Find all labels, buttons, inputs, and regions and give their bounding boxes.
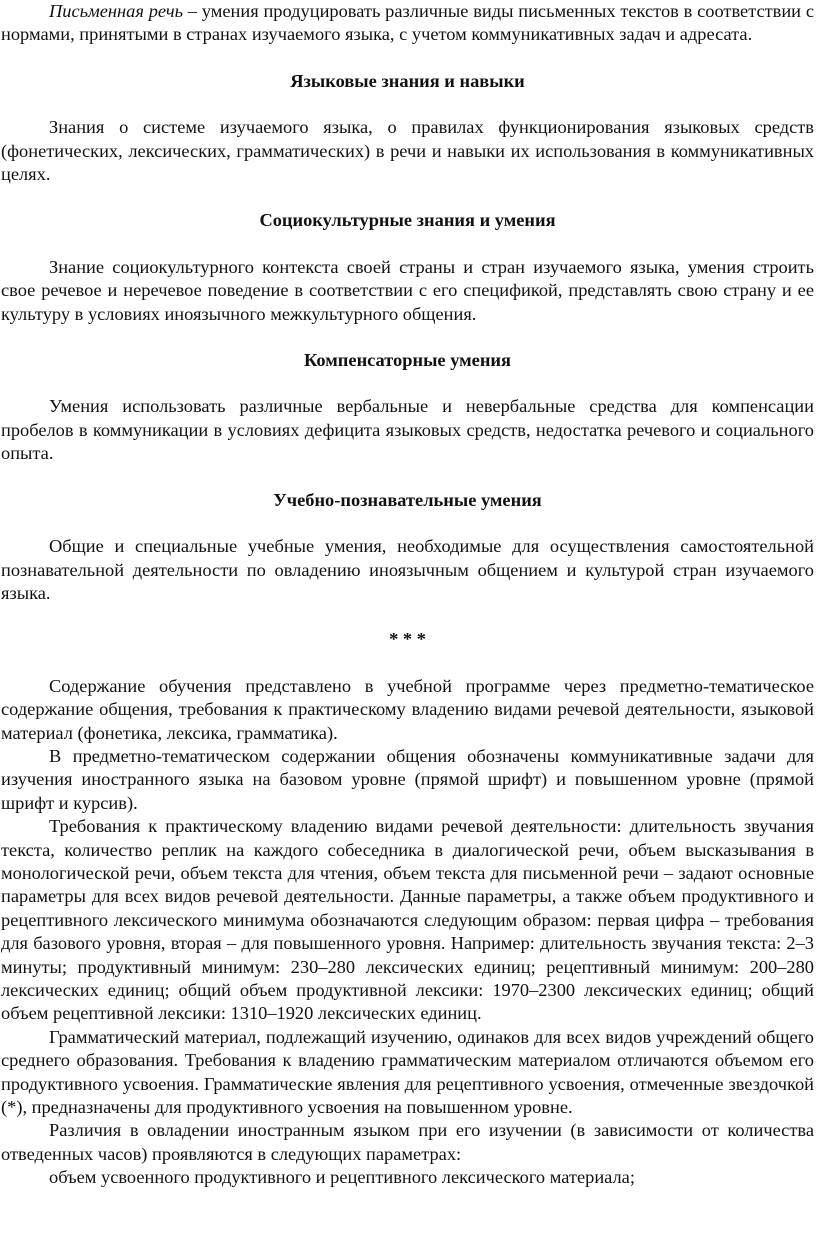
intro-text: – умения продуцировать различные виды письменных текстов в соответствии с нормами, принятыми в странах изучаемого языка, с учетом коммуникативных задач и адресата. bbox=[1, 1, 814, 45]
body-paragraph: объем усвоенного продуктивного и рецептивного лексического материала; bbox=[49, 1167, 635, 1188]
intro-paragraph bbox=[1, 0, 814, 47]
body-paragraph: Различия в овладении иностранным языком при его изучении (в зависимости от количества отведенных часов) проявляются в следующих параметрах: bbox=[1, 1120, 814, 1164]
intro-term: Письменная речь bbox=[49, 1, 183, 21]
section-heading: Социокультурные знания и умения bbox=[259, 210, 556, 231]
body-paragraph: Грамматический материал, подлежащий изучению, одинаков для всех видов учреждений общего среднего образования. Требования к владению грамматическим материалом отличаются объемом его продуктивного усвоения. Грамматические явления для рецептивного усвоения, отмеченные звездочкой (*), предназначены для продуктивного усвоения на повышенном уровне. bbox=[1, 1026, 814, 1118]
section-paragraph: Знание социокультурного контекста своей страны и стран изучаемого языка, умения строить свое речевое и неречевое поведение в соответствии с его спецификой, представлять свою страну и ее культуру в условиях иноязычного межкультурного общения. bbox=[1, 256, 814, 324]
section-paragraph: Общие и специальные учебные умения, необходимые для осуществления самостоятельной познавательной деятельности по овладению иноязычным общением и культурой стран изучаемого языка. bbox=[1, 536, 814, 603]
section-heading: Компенсаторные умения bbox=[304, 350, 511, 371]
body-paragraph: Требования к практическому владению видами речевой деятельности: длительность звучания текста, количество реплик на каждого собеседника в диалогической речи, объем высказывания в монологической речи, объем текста для чтения, объем текста для письменной речи – задают основные параметры для всех видов речевой деятельности. Данные параметры, а также объем продуктивного и рецептивного лексического минимума обозначаются следующим образом: первая цифра – требования для базового уровня, вторая – для повышенного уровня. Например: длительность звучания текста: 2–3 минуты; продуктивный минимум: 230–280 лексических единиц; рецептивный минимум: 200–280 лексических единиц; общий объем продуктивной лексики: 1970–2300 лексических единиц; общий объем рецептивной лексики: 1310–1920 лексических единиц. bbox=[1, 816, 814, 1024]
section-separator: * * * bbox=[389, 629, 426, 650]
section-heading: Учебно-познавательные умения bbox=[273, 489, 542, 510]
section-paragraph: Умения использовать различные вербальные и невербальные средства для компенсации пробелов в коммуникации в условиях дефицита языковых средств, недостатка речевого и социального опыта. bbox=[1, 396, 814, 464]
body-paragraph: В предметно-тематическом содержании общения обозначены коммуникативные задачи для изучения иностранного языка на базовом уровне (прямой шрифт) и повышенном уровне (прямой шрифт и курсив). bbox=[1, 745, 814, 813]
section-heading: Языковые знания и навыки bbox=[290, 70, 525, 91]
body-paragraph: Содержание обучения представлено в учебной программе через предметно-тематическое содержание общения, требования к практическому владению видами речевой деятельности, языковой материал (фонетика, лексика, грамматика). bbox=[1, 675, 814, 743]
section-paragraph: Знания о системе изучаемого языка, о правилах функционирования языковых средств (фонетических, лексических, грамматических) в речи и навыки их использования в коммуникативных целях. bbox=[1, 117, 814, 185]
